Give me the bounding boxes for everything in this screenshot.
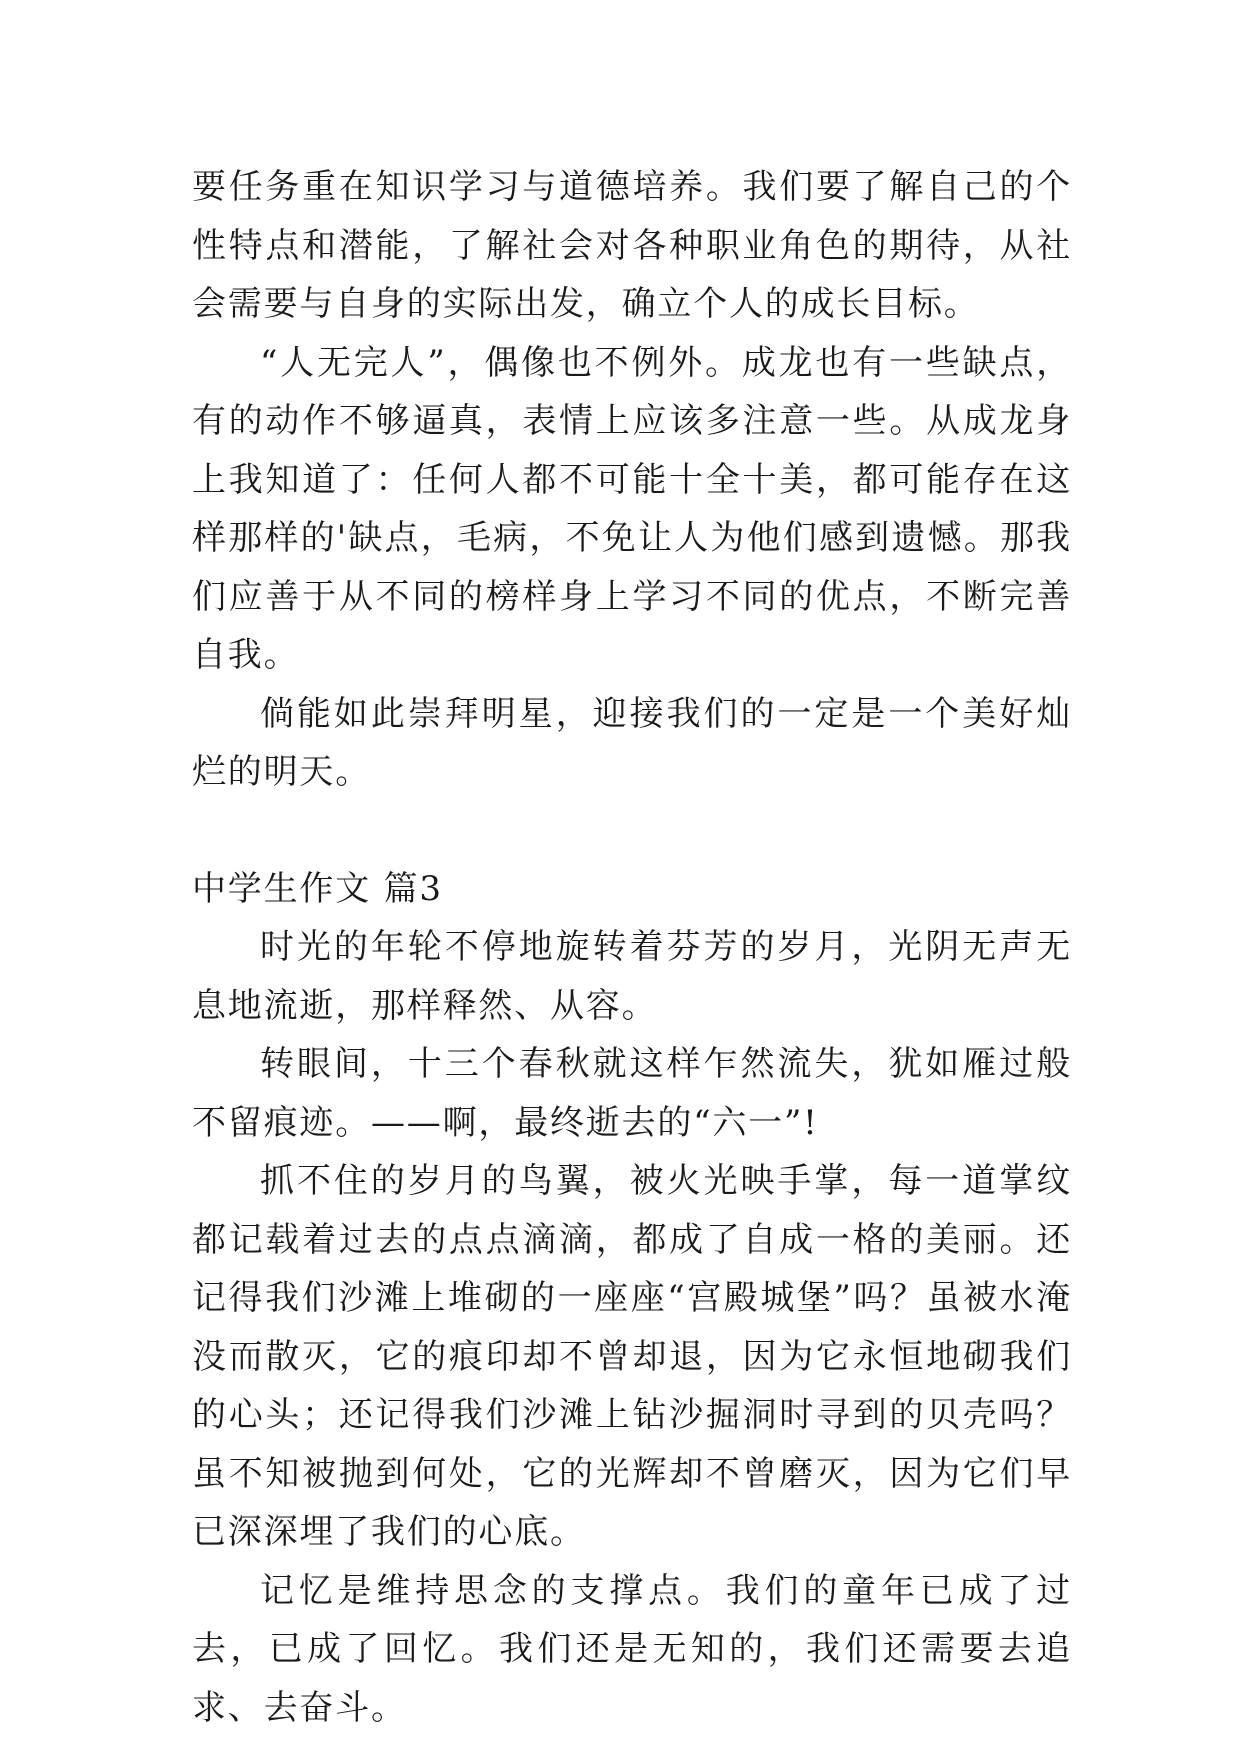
paragraph: “人无完人”，偶像也不例外。成龙也有一些缺点，有的动作不够逼真，表情上应该多注意一些。从成龙身上我知道了：任何人都不可能十全十美，都可能存在这样那样的'缺点，毛病，不免让人为他们感到遗憾。那我们应善于从不同的榜样身上学习不同的优点，不断完善自我。 [192,342,1072,675]
paragraph: 转眼间，十三个春秋就这样乍然流失，犹如雁过般不留痕迹。——啊，最终逝去的“六一”! [192,1044,1072,1143]
document-body [192,158,1072,1737]
section-heading: 中学生作文 篇3 [192,868,443,909]
paragraph-continued: 要任务重在知识学习与道德培养。我们要了解自己的个性特点和潜能，了解社会对各种职业角色的期待，从社会需要与自身的实际出发，确立个人的成长目标。 [192,167,1072,324]
paragraph: 抓不住的岁月的鸟翼，被火光映手掌，每一道掌纹都记载着过去的点点滴滴，都成了自成一格的美丽。还记得我们沙滩上堆砌的一座座“宫殿城堡”吗？虽被水淹没而散灭，它的痕印却不曾却退，因为它永恒地砌我们的心头；还记得我们沙滩上钻沙掘洞时寻到的贝壳吗？虽不知被抛到何处，它的光辉却不曾磨灭，因为它们早已深深埋了我们的心底。 [192,1161,1072,1552]
paragraph: 倘能如此崇拜明星，迎接我们的一定是一个美好灿烂的明天。 [192,693,1072,792]
paragraph: 时光的年轮不停地旋转着芬芳的岁月，光阴无声无息地流逝，那样释然、从容。 [192,927,1072,1026]
paragraph: 记忆是维持思念的支撑点。我们的童年已成了过去，已成了回忆。我们还是无知的，我们还需要去追求、去奋斗。 [192,1570,1072,1728]
